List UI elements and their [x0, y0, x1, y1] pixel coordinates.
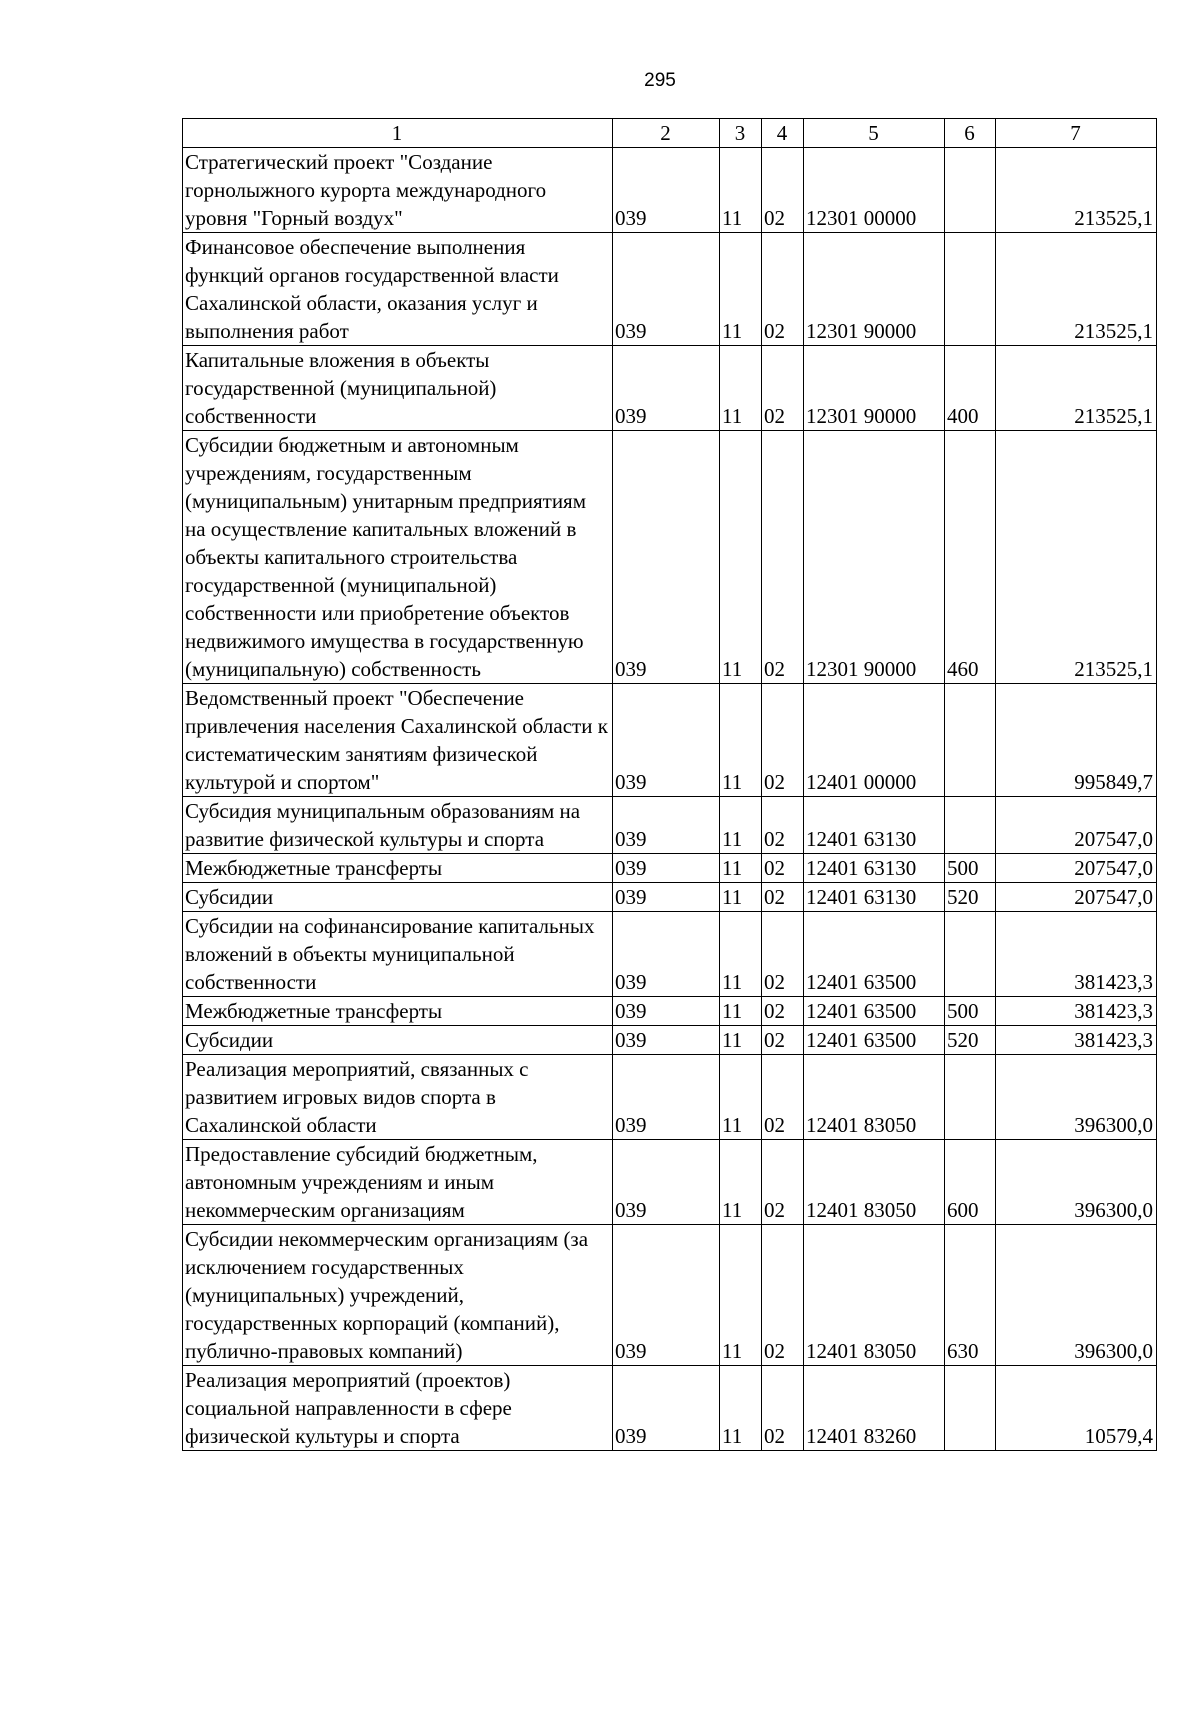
table-row: [183, 912, 1157, 997]
table-row: [183, 346, 1157, 431]
row-amount: 10579,4: [996, 1366, 1157, 1451]
row-code-ministry: 039: [613, 1055, 720, 1140]
row-code-target: 12401 63500: [804, 1026, 945, 1055]
column-header: 1: [183, 119, 613, 148]
row-amount: 207547,0: [996, 854, 1157, 883]
row-code-ministry: 039: [613, 148, 720, 233]
row-amount: 381423,3: [996, 997, 1157, 1026]
row-name: Субсидии некоммерческим организациям (за исключением государственных (муниципальных) учреждений, государственных корпораций (компаний), публично-правовых компаний): [183, 1225, 613, 1366]
row-name: Стратегический проект "Создание горнолыжного курорта международного уровня "Горный воздух": [183, 148, 613, 233]
row-code-section: 11: [720, 1140, 762, 1225]
table-row: [183, 233, 1157, 346]
row-code-subsection: 02: [762, 148, 804, 233]
column-header: 2: [613, 119, 720, 148]
table-row: [183, 997, 1157, 1026]
row-code-section: 11: [720, 1026, 762, 1055]
row-code-target: 12301 00000: [804, 148, 945, 233]
row-code-target: 12401 63130: [804, 854, 945, 883]
row-code-ministry: 039: [613, 1026, 720, 1055]
column-header: 3: [720, 119, 762, 148]
row-code-section: 11: [720, 883, 762, 912]
table-row: [183, 1366, 1157, 1451]
row-code-section: 11: [720, 431, 762, 684]
row-name: Предоставление субсидий бюджетным, автономным учреждениям и иным некоммерческим организациям: [183, 1140, 613, 1225]
row-code-subsection: 02: [762, 346, 804, 431]
row-code-target: 12301 90000: [804, 346, 945, 431]
row-code-expense-type: 630: [945, 1225, 996, 1366]
row-name: Реализация мероприятий, связанных с развитием игровых видов спорта в Сахалинской области: [183, 1055, 613, 1140]
table-row: [183, 148, 1157, 233]
row-amount: 396300,0: [996, 1140, 1157, 1225]
row-code-subsection: 02: [762, 912, 804, 997]
row-code-target: 12401 00000: [804, 684, 945, 797]
row-code-target: 12401 63500: [804, 912, 945, 997]
row-amount: 396300,0: [996, 1055, 1157, 1140]
row-code-expense-type: 520: [945, 1026, 996, 1055]
row-code-target: 12401 83050: [804, 1055, 945, 1140]
row-code-expense-type: 500: [945, 854, 996, 883]
row-code-section: 11: [720, 912, 762, 997]
row-code-target: 12401 83050: [804, 1225, 945, 1366]
row-code-target: 12301 90000: [804, 431, 945, 684]
row-amount: 381423,3: [996, 912, 1157, 997]
row-amount: 995849,7: [996, 684, 1157, 797]
row-code-subsection: 02: [762, 1140, 804, 1225]
row-code-ministry: 039: [613, 854, 720, 883]
table-row: [183, 854, 1157, 883]
row-code-expense-type: [945, 684, 996, 797]
row-code-section: 11: [720, 797, 762, 854]
row-code-ministry: 039: [613, 797, 720, 854]
table-row: [183, 1026, 1157, 1055]
row-code-ministry: 039: [613, 431, 720, 684]
row-name: Межбюджетные трансферты: [183, 997, 613, 1026]
column-number-row: [183, 119, 1157, 148]
row-code-expense-type: 400: [945, 346, 996, 431]
row-amount: 213525,1: [996, 431, 1157, 684]
row-code-expense-type: [945, 1055, 996, 1140]
row-code-subsection: 02: [762, 1055, 804, 1140]
row-amount: 396300,0: [996, 1225, 1157, 1366]
row-code-target: 12401 63130: [804, 883, 945, 912]
table-row: [183, 1140, 1157, 1225]
table-row: [183, 797, 1157, 854]
row-code-target: 12401 63130: [804, 797, 945, 854]
row-amount: 207547,0: [996, 797, 1157, 854]
row-code-section: 11: [720, 233, 762, 346]
budget-table: [182, 118, 1157, 1451]
row-amount: 207547,0: [996, 883, 1157, 912]
table-row: [183, 431, 1157, 684]
row-amount: 381423,3: [996, 1026, 1157, 1055]
row-code-ministry: 039: [613, 883, 720, 912]
row-code-subsection: 02: [762, 684, 804, 797]
row-code-subsection: 02: [762, 997, 804, 1026]
column-header: 7: [996, 119, 1157, 148]
row-code-ministry: 039: [613, 1140, 720, 1225]
row-name: Субсидии бюджетным и автономным учреждениям, государственным (муниципальным) унитарным предприятиям на осуществление капитальных вложений в объекты капитального строительства государственной (муниципальной) собственности или приобретение объектов недвижимого имущества в государственную (муниципальную) собственность: [183, 431, 613, 684]
row-code-subsection: 02: [762, 1366, 804, 1451]
row-code-section: 11: [720, 346, 762, 431]
table-row: [183, 883, 1157, 912]
row-code-section: 11: [720, 684, 762, 797]
table-row: [183, 1225, 1157, 1366]
row-code-target: 12401 63500: [804, 997, 945, 1026]
row-code-expense-type: [945, 233, 996, 346]
table-row: [183, 684, 1157, 797]
row-name: Субсидия муниципальным образованиям на развитие физической культуры и спорта: [183, 797, 613, 854]
row-code-section: 11: [720, 1225, 762, 1366]
row-name: Межбюджетные трансферты: [183, 854, 613, 883]
column-header: 5: [804, 119, 945, 148]
row-name: Субсидии: [183, 1026, 613, 1055]
row-code-target: 12301 90000: [804, 233, 945, 346]
row-code-ministry: 039: [613, 1225, 720, 1366]
row-name: Финансовое обеспечение выполнения функций органов государственной власти Сахалинской области, оказания услуг и выполнения работ: [183, 233, 613, 346]
row-code-subsection: 02: [762, 431, 804, 684]
row-amount: 213525,1: [996, 346, 1157, 431]
row-code-expense-type: [945, 148, 996, 233]
row-code-target: 12401 83050: [804, 1140, 945, 1225]
row-code-expense-type: [945, 1366, 996, 1451]
table-row: [183, 1055, 1157, 1140]
row-name: Ведомственный проект "Обеспечение привлечения населения Сахалинской области к систематическим занятиям физической культурой и спортом": [183, 684, 613, 797]
row-code-target: 12401 83260: [804, 1366, 945, 1451]
row-code-section: 11: [720, 1055, 762, 1140]
row-code-expense-type: 500: [945, 997, 996, 1026]
row-code-section: 11: [720, 148, 762, 233]
row-code-section: 11: [720, 854, 762, 883]
row-amount: 213525,1: [996, 233, 1157, 346]
row-code-subsection: 02: [762, 854, 804, 883]
column-header: 6: [945, 119, 996, 148]
row-code-ministry: 039: [613, 1366, 720, 1451]
page-number: 295: [644, 70, 676, 91]
row-code-subsection: 02: [762, 1026, 804, 1055]
row-code-ministry: 039: [613, 346, 720, 431]
row-code-ministry: 039: [613, 997, 720, 1026]
row-code-ministry: 039: [613, 684, 720, 797]
row-name: Реализация мероприятий (проектов) социальной направленности в сфере физической культуры и спорта: [183, 1366, 613, 1451]
row-code-expense-type: [945, 797, 996, 854]
row-code-expense-type: 520: [945, 883, 996, 912]
row-code-subsection: 02: [762, 233, 804, 346]
row-code-section: 11: [720, 1366, 762, 1451]
row-name: Субсидии: [183, 883, 613, 912]
row-code-ministry: 039: [613, 912, 720, 997]
row-code-ministry: 039: [613, 233, 720, 346]
row-code-expense-type: 460: [945, 431, 996, 684]
row-code-subsection: 02: [762, 883, 804, 912]
row-amount: 213525,1: [996, 148, 1157, 233]
row-code-section: 11: [720, 997, 762, 1026]
column-header: 4: [762, 119, 804, 148]
row-name: Субсидии на софинансирование капитальных вложений в объекты муниципальной собственности: [183, 912, 613, 997]
row-code-expense-type: [945, 912, 996, 997]
row-code-subsection: 02: [762, 797, 804, 854]
row-code-subsection: 02: [762, 1225, 804, 1366]
row-name: Капитальные вложения в объекты государственной (муниципальной) собственности: [183, 346, 613, 431]
row-code-expense-type: 600: [945, 1140, 996, 1225]
